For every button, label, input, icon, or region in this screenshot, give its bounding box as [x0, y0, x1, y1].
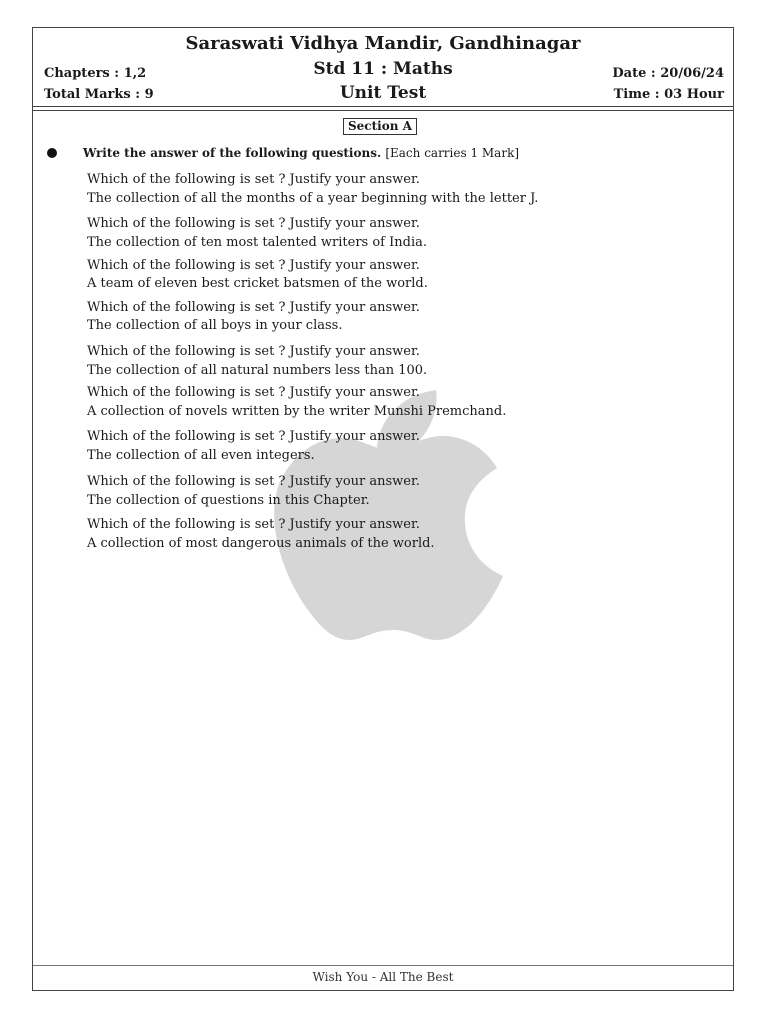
question-statement: A team of eleven best cricket batsmen of the world. — [87, 276, 428, 291]
footer-divider — [33, 965, 733, 966]
question-statement: The collection of all boys in your class. — [87, 318, 343, 333]
chapters-label: Chapters : 1,2 — [44, 66, 147, 81]
school-name: Saraswati Vidhya Mandir, Gandhinagar — [185, 33, 581, 54]
marks-note: [Each carries 1 Mark] — [385, 146, 520, 160]
instruction-line — [47, 146, 519, 160]
header-divider-bottom — [33, 110, 733, 111]
question-statement: The collection of questions in this Chapter. — [87, 493, 370, 508]
question-statement: The collection of all natural numbers less than 100. — [87, 363, 428, 378]
header-divider-top — [33, 106, 733, 107]
test-name: Unit Test — [339, 83, 427, 103]
time-label: Time : 03 Hour — [613, 87, 724, 102]
question-prompt: Which of the following is set ? Justify your answer. — [87, 216, 420, 231]
question-statement: A collection of novels written by the writer Munshi Premchand. — [87, 404, 507, 419]
question-statement: The collection of ten most talented writers of India. — [87, 235, 427, 250]
question-prompt: Which of the following is set ? Justify your answer. — [87, 172, 420, 187]
question-statement: The collection of all even integers. — [87, 448, 315, 463]
exam-header — [33, 28, 733, 108]
bullet-icon — [47, 148, 57, 158]
instruction-text: Write the answer of the following questions. — [83, 146, 382, 160]
total-marks-label: Total Marks : 9 — [44, 87, 154, 102]
footer-text: Wish You - All The Best — [312, 970, 454, 984]
standard-subject: Std 11 : Maths — [313, 59, 453, 79]
question-prompt: Which of the following is set ? Justify your answer. — [87, 385, 420, 400]
question-statement: A collection of most dangerous animals of the world. — [87, 536, 435, 551]
question-prompt: Which of the following is set ? Justify your answer. — [87, 429, 420, 444]
question-prompt: Which of the following is set ? Justify your answer. — [87, 344, 420, 359]
section-title: Section A — [343, 118, 417, 135]
question-statement: The collection of all the months of a year beginning with the letter J. — [87, 191, 539, 206]
question-prompt: Which of the following is set ? Justify your answer. — [87, 258, 420, 273]
question-prompt: Which of the following is set ? Justify your answer. — [87, 474, 420, 489]
date-label: Date : 20/06/24 — [612, 66, 724, 81]
page-frame — [32, 27, 734, 991]
question-prompt: Which of the following is set ? Justify your answer. — [87, 517, 420, 532]
question-prompt: Which of the following is set ? Justify your answer. — [87, 300, 420, 315]
